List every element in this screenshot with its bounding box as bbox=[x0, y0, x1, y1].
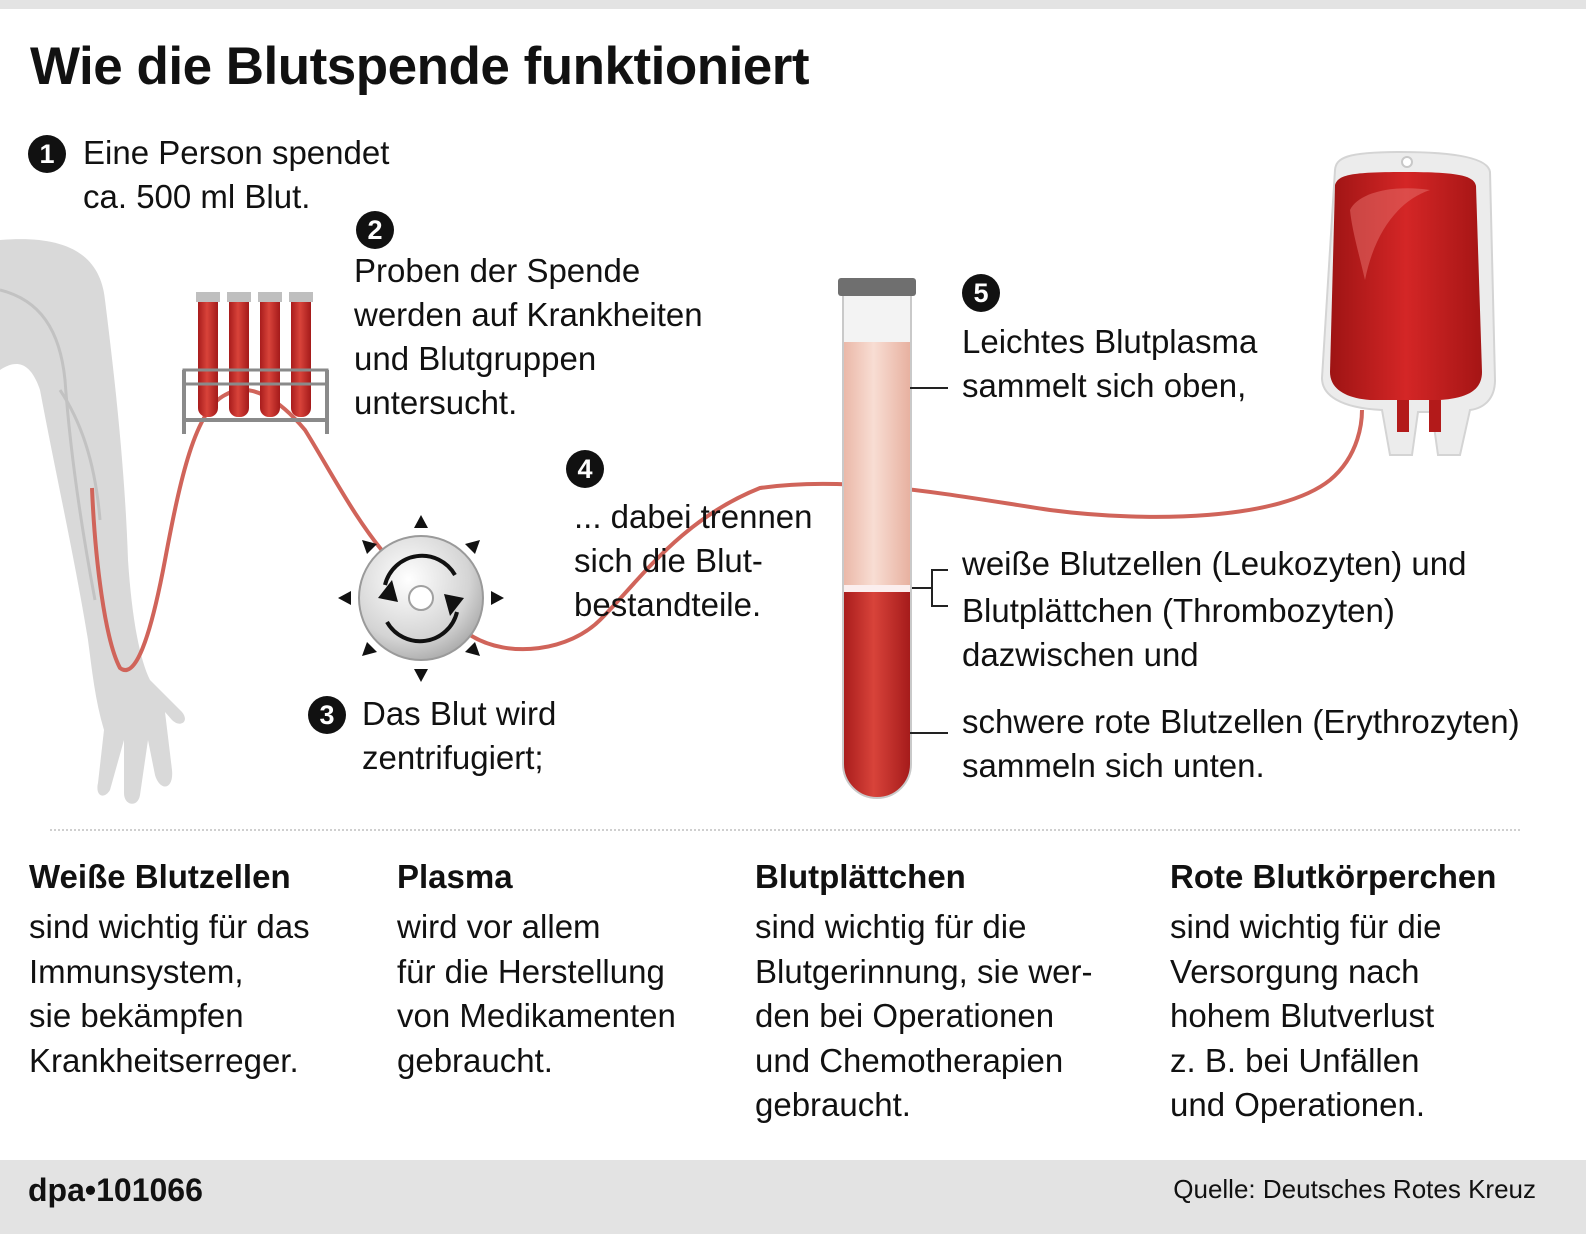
step-2-number: 2 bbox=[356, 211, 394, 249]
blood-bag bbox=[1322, 152, 1495, 455]
step-2-text: Proben der Spende werden auf Krankheiten und Blutgruppen untersucht. bbox=[354, 252, 703, 421]
component-plasma bbox=[397, 855, 777, 1083]
footer bbox=[0, 1160, 1586, 1234]
component-title: Weiße Blutzellen bbox=[29, 858, 291, 895]
agency-code: dpa•101066 bbox=[28, 1172, 203, 1208]
sample-tubes-rack bbox=[184, 292, 327, 434]
step-4-text: ... dabei trennen sich die Blut- bestandteile. bbox=[574, 498, 813, 623]
component-white-cells bbox=[29, 855, 409, 1083]
step-1-text: Eine Person spendet ca. 500 ml Blut. bbox=[83, 134, 390, 215]
component-title: Rote Blutkörperchen bbox=[1170, 858, 1497, 895]
page-title: Wie die Blutspende funktioniert bbox=[30, 37, 810, 96]
component-text: sind wichtig für die Blutgerinnung, sie wer- den bei Operationen und Chemotherapien gebraucht. bbox=[755, 908, 1093, 1123]
tube-label-middle: weiße Blutzellen (Leukozyten) und Blutplättchen (Thrombozyten) dazwischen und bbox=[962, 545, 1467, 673]
step-5-text: Leichtes Blutplasma sammelt sich oben, bbox=[962, 323, 1258, 404]
tube-label-bottom: schwere rote Blutzellen (Erythrozyten) sammeln sich unten. bbox=[962, 703, 1520, 784]
centrifuge-illustration bbox=[338, 515, 504, 682]
component-red-cells bbox=[1170, 855, 1570, 1128]
separation-tube bbox=[838, 278, 948, 798]
step-5-number: 5 bbox=[962, 274, 1000, 312]
component-text: sind wichtig für die Versorgung nach hohem Blutverlust z. B. bei Unfällen und Operationen. bbox=[1170, 908, 1442, 1123]
component-title: Plasma bbox=[397, 858, 513, 895]
component-text: sind wichtig für das Immunsystem, sie bekämpfen Krankheitserreger. bbox=[29, 908, 310, 1079]
component-platelets bbox=[755, 855, 1135, 1128]
source-credit: Quelle: Deutsches Rotes Kreuz bbox=[1173, 1174, 1536, 1204]
step-1-number: 1 bbox=[28, 135, 66, 173]
step-4-number: 4 bbox=[566, 450, 604, 488]
divider bbox=[50, 829, 1520, 831]
component-text: wird vor allem für die Herstellung von Medikamenten gebraucht. bbox=[397, 908, 676, 1079]
step-3-number: 3 bbox=[308, 696, 346, 734]
blood-line bbox=[92, 390, 390, 670]
step-3-text: Das Blut wird zentrifugiert; bbox=[362, 695, 557, 776]
component-title: Blutplättchen bbox=[755, 858, 966, 895]
